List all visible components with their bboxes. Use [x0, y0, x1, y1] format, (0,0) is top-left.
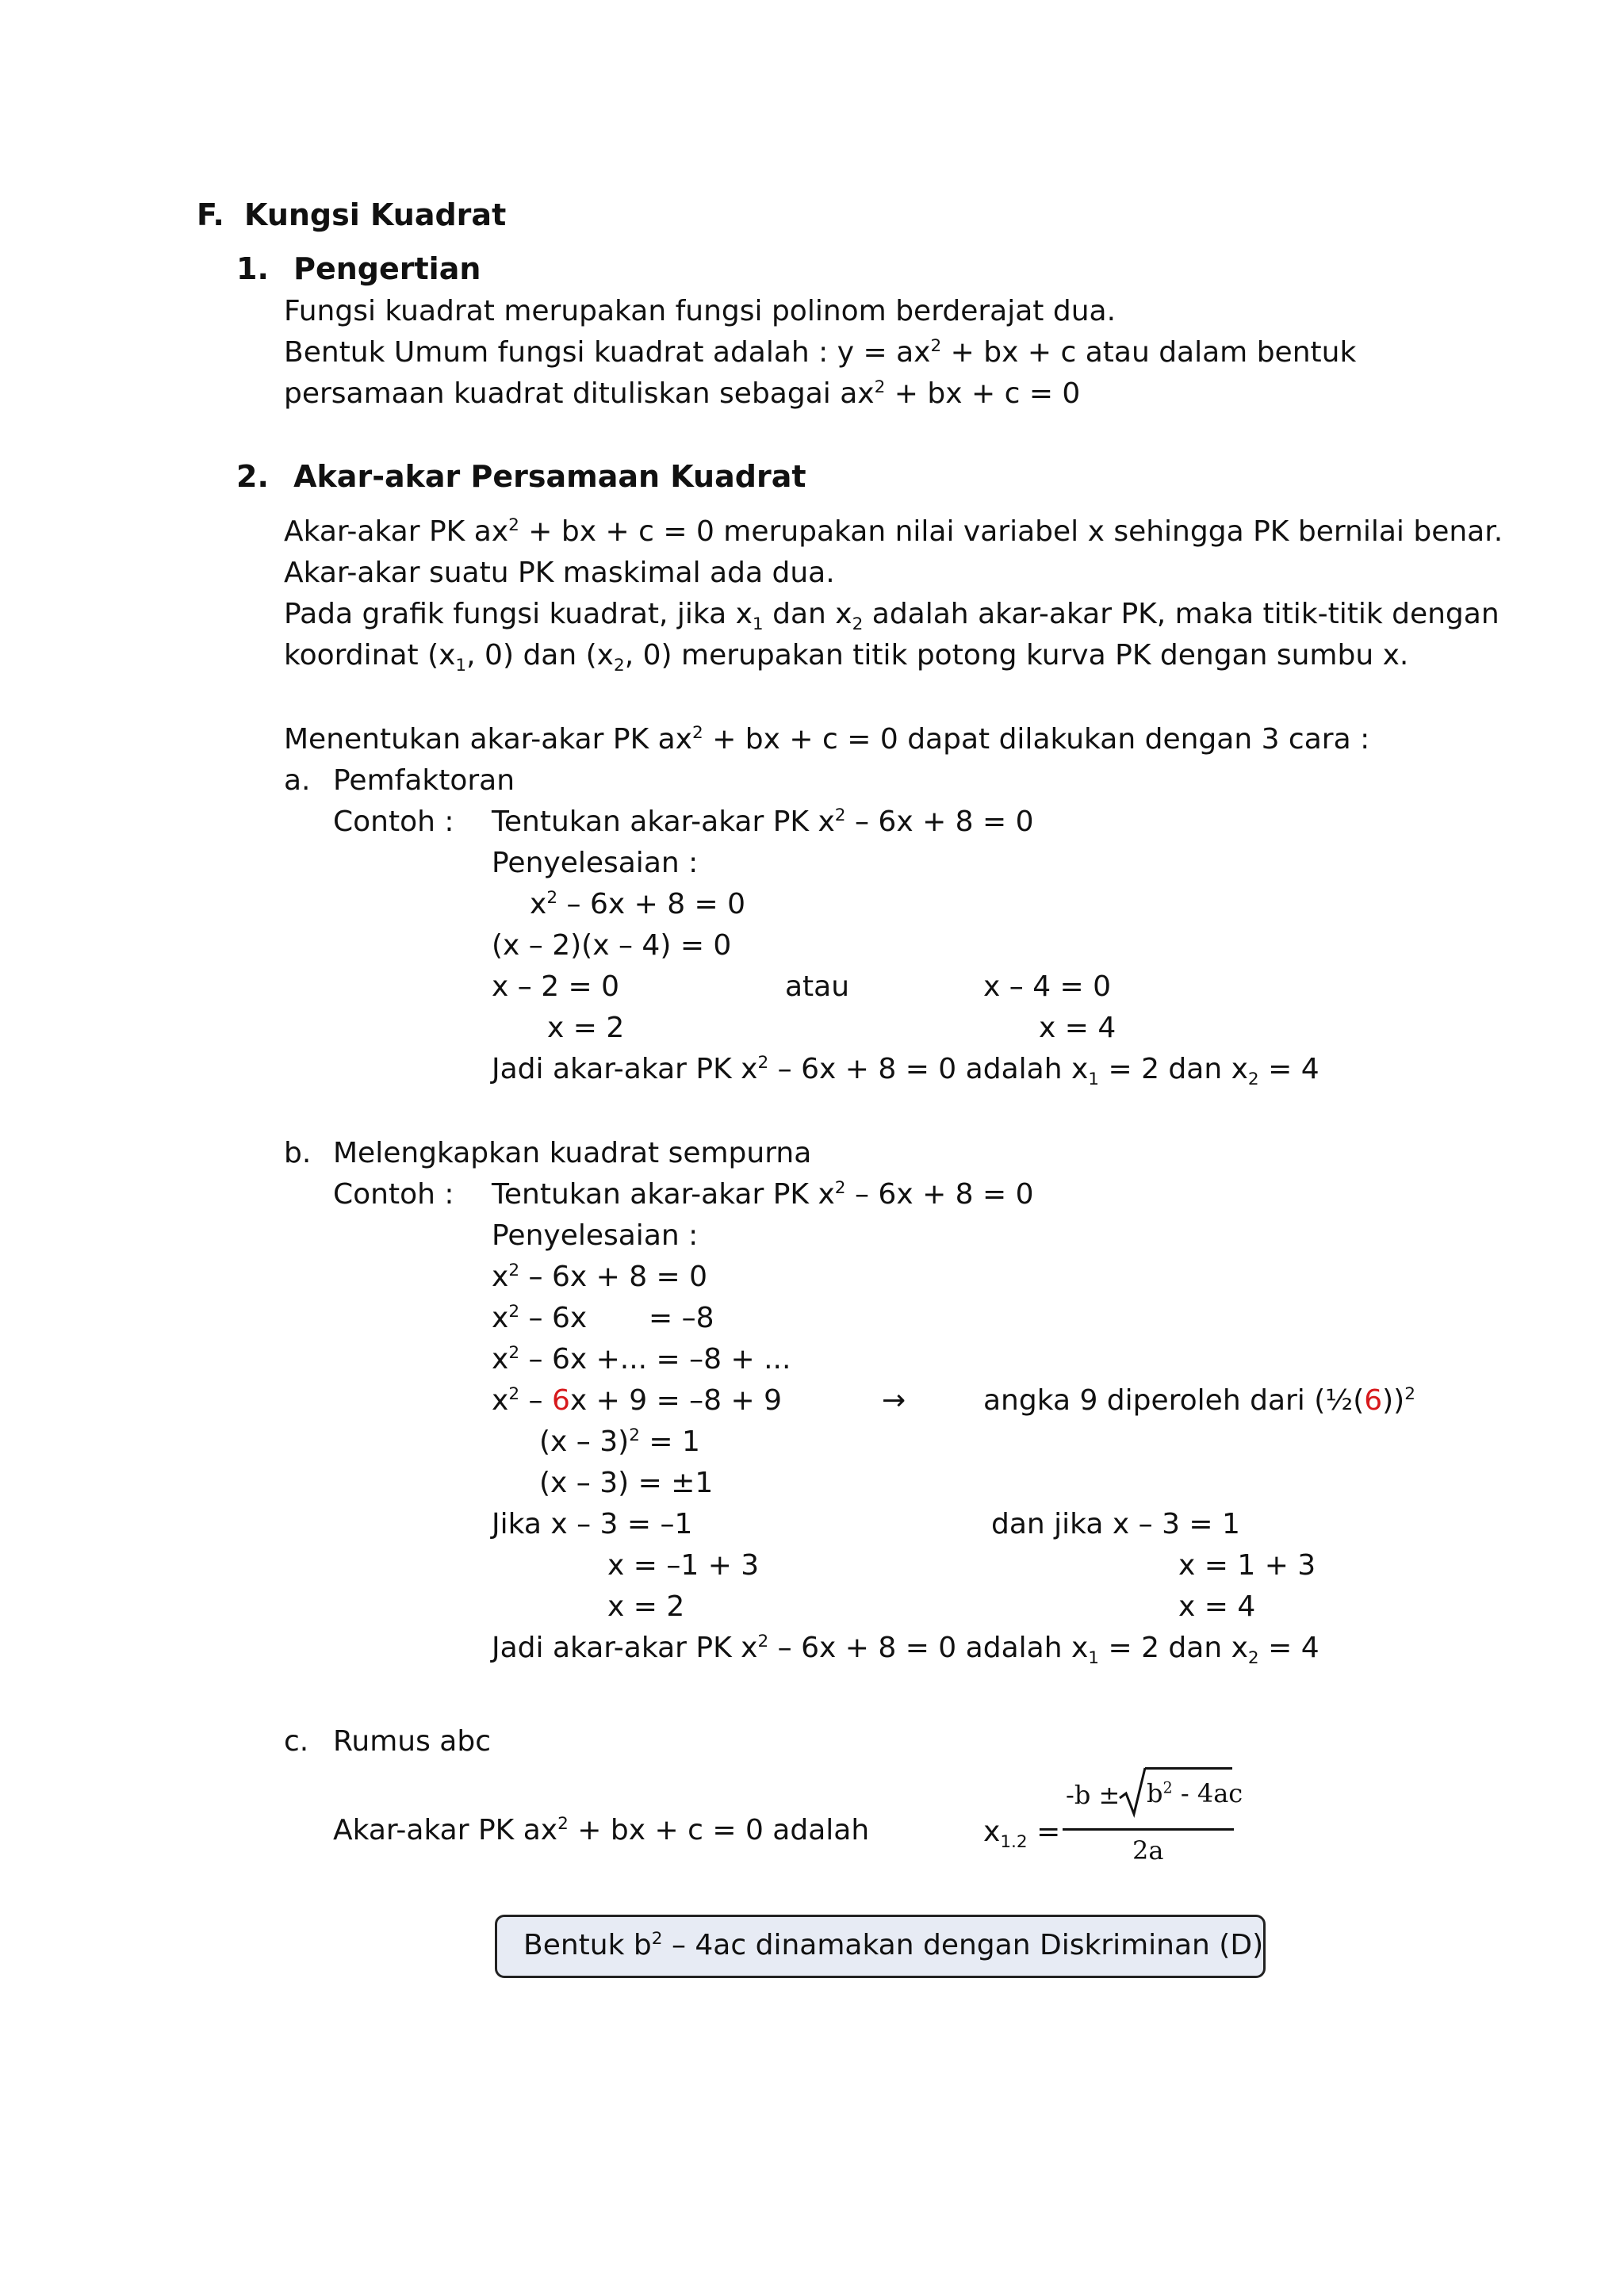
superscript: 2 [508, 515, 519, 535]
text: x [492, 1302, 509, 1334]
superscript: 2 [1162, 1778, 1173, 1797]
method-b-jika-right: dan jika x – 3 = 1 [991, 1508, 1240, 1540]
subscript: 1 [1088, 1648, 1100, 1669]
subscript: 1 [752, 614, 764, 635]
discriminant-text [523, 1929, 1263, 1961]
text: – [519, 1384, 552, 1417]
method-a-atau: atau [785, 970, 850, 1003]
formula-lhs [983, 1816, 1061, 1853]
sqrt-sign-icon [1118, 1766, 1147, 1819]
text: x [983, 1816, 1001, 1848]
text: koordinat (x [284, 639, 456, 672]
sec2-p5 [284, 723, 1369, 756]
method-b-l4 [492, 1384, 782, 1417]
method-b-l8-right: x = 1 + 3 [1178, 1549, 1316, 1582]
method-a-penyelesaian: Penyelesaian : [492, 847, 699, 879]
superscript: 2 [1404, 1384, 1415, 1404]
method-a-eq2: (x – 2)(x – 4) = 0 [492, 929, 732, 962]
text: (x – 3) [539, 1425, 630, 1458]
method-b-jika-left: Jika x – 3 = –1 [492, 1508, 693, 1540]
text: – 6x [519, 1302, 588, 1334]
text: )) [1382, 1384, 1405, 1417]
text: = [1027, 1816, 1061, 1848]
highlight-number: 6 [1364, 1384, 1383, 1417]
text: + bx + c atau dalam bentuk [941, 336, 1357, 369]
method-b-l1 [492, 1261, 707, 1293]
text: persamaan kuadrat dituliskan sebagai ax [284, 377, 875, 410]
superscript: 2 [692, 723, 703, 743]
text: x [492, 1261, 509, 1293]
text: = 2 dan x [1099, 1632, 1248, 1664]
superscript: 2 [834, 806, 846, 825]
text: = 4 [1258, 1632, 1320, 1664]
text: Bentuk b [523, 1929, 652, 1961]
method-b-letter: b. [284, 1137, 312, 1169]
text: angka 9 diperoleh dari (½( [983, 1384, 1365, 1417]
text: Tentukan akar-akar PK x [492, 806, 835, 838]
superscript: 2 [757, 1053, 769, 1073]
subscript: 2 [1247, 1648, 1259, 1669]
text: Akar-akar PK ax [284, 515, 509, 548]
method-a-letter: a. [284, 764, 311, 797]
text: x [492, 1384, 509, 1417]
arrow-icon: → [882, 1384, 906, 1417]
method-b-l3 [492, 1343, 791, 1376]
method-b-conclusion [492, 1632, 1320, 1669]
text: b [1147, 1778, 1163, 1808]
superscript: 2 [508, 1261, 520, 1280]
method-b-l9-left: x = 2 [607, 1590, 685, 1623]
superscript: 2 [834, 1178, 846, 1198]
text: – 6x + 8 = 0 [519, 1261, 708, 1293]
text: + bx + c = 0 adalah [568, 1814, 870, 1846]
text: x [492, 1343, 509, 1376]
main-heading [197, 198, 506, 233]
subscript: 1.2 [1000, 1832, 1028, 1853]
method-b-l5 [539, 1425, 700, 1458]
text: – 6x + 8 = 0 [845, 806, 1034, 838]
method-a-eq3-left: x – 2 = 0 [492, 970, 620, 1003]
sqrt-vinculum [1145, 1767, 1232, 1770]
text: Tentukan akar-akar PK x [492, 1178, 835, 1211]
text: Pada grafik fungsi kuadrat, jika x [284, 598, 753, 630]
method-b-l2-right: = –8 [649, 1302, 714, 1334]
sec2-p4 [284, 639, 1409, 676]
superscript: 2 [629, 1425, 640, 1445]
fraction-bar [1063, 1828, 1234, 1831]
text: x [530, 888, 547, 920]
section-2-heading [236, 460, 806, 495]
text: – 6x + 8 = 0 [845, 1178, 1034, 1211]
sec1-line2 [284, 336, 1356, 369]
sec1-line3 [284, 377, 1080, 410]
text: Bentuk Umum fungsi kuadrat adalah : y = ax [284, 336, 931, 369]
method-b-task [492, 1178, 1034, 1211]
section-1-heading [236, 252, 481, 287]
subscript: 2 [852, 614, 864, 635]
superscript: 2 [651, 1929, 663, 1949]
superscript: 2 [874, 377, 886, 397]
superscript: 2 [508, 1343, 520, 1363]
sec2-p2: Akar-akar suatu PK maskimal ada dua. [284, 557, 835, 589]
text: = 1 [639, 1425, 700, 1458]
method-a-eq1 [530, 888, 745, 920]
formula-radicand [1147, 1779, 1243, 1808]
method-b-contoh: Contoh : [333, 1178, 454, 1211]
section-2-title: Akar-akar Persamaan Kuadrat [293, 459, 806, 494]
superscript: 2 [930, 336, 942, 356]
text: , 0) dan (x [466, 639, 614, 672]
superscript: 2 [546, 888, 558, 908]
section-1-number: 1. [236, 251, 269, 286]
method-a-eq4-right: x = 4 [1039, 1012, 1116, 1044]
sec1-line1: Fungsi kuadrat merupakan fungsi polinom berderajat dua. [284, 295, 1116, 327]
subscript: 2 [613, 656, 625, 676]
superscript: 2 [508, 1384, 520, 1404]
method-b-l2 [492, 1302, 587, 1334]
method-c-title: Rumus abc [333, 1725, 492, 1758]
method-a-eq4-left: x = 2 [547, 1012, 625, 1044]
text: = 2 dan x [1099, 1053, 1248, 1085]
superscript: 2 [757, 1632, 769, 1651]
method-b-l6: (x – 3) = ±1 [539, 1467, 714, 1499]
text: Jadi akar-akar PK x [492, 1632, 758, 1664]
text: Jadi akar-akar PK x [492, 1053, 758, 1085]
superscript: 2 [557, 1814, 569, 1834]
text: x + 9 = –8 + 9 [569, 1384, 783, 1417]
text: – 4ac dinamakan dengan Diskriminan (D) [662, 1929, 1264, 1961]
sec2-p1 [284, 515, 1503, 548]
text: – 6x + 8 = 0 adalah x [768, 1632, 1089, 1664]
text: + bx + c = 0 dapat dilakukan dengan 3 cara : [703, 723, 1370, 756]
method-a-title: Pemfaktoran [333, 764, 515, 797]
text: + bx + c = 0 merupakan nilai variabel x sehingga PK bernilai benar. [519, 515, 1503, 548]
text: dan x [763, 598, 852, 630]
method-a-eq3-right: x – 4 = 0 [983, 970, 1112, 1003]
heading-title: Kungsi Kuadrat [244, 197, 507, 232]
text: = 4 [1258, 1053, 1320, 1085]
method-a-conclusion [492, 1053, 1320, 1090]
text: Menentukan akar-akar PK ax [284, 723, 692, 756]
section-2-number: 2. [236, 459, 269, 494]
text: - 4ac [1172, 1778, 1243, 1808]
heading-letter: F. [197, 197, 224, 232]
text: – 6x + 8 = 0 adalah x [768, 1053, 1089, 1085]
subscript: 1 [455, 656, 467, 676]
subscript: 1 [1088, 1070, 1100, 1090]
superscript: 2 [508, 1302, 520, 1322]
text: + bx + c = 0 [885, 377, 1081, 410]
method-b-title: Melengkapkan kuadrat sempurna [333, 1137, 812, 1169]
highlight-number: 6 [551, 1384, 570, 1417]
text: – 6x + 8 = 0 [557, 888, 746, 920]
method-b-penyelesaian: Penyelesaian : [492, 1219, 699, 1252]
method-c-text [333, 1814, 869, 1846]
subscript: 2 [1247, 1070, 1259, 1090]
formula-numerator-b: -b ± [1066, 1780, 1120, 1810]
text: adalah akar-akar PK, maka titik-titik dengan [863, 598, 1500, 630]
section-1-title: Pengertian [293, 251, 481, 286]
formula-denominator: 2a [1132, 1835, 1164, 1866]
method-b-note [983, 1384, 1415, 1417]
sec2-p3 [284, 598, 1500, 635]
text: – 6x +... = –8 + ... [519, 1343, 791, 1376]
method-c-letter: c. [284, 1725, 309, 1758]
method-b-l8-left: x = –1 + 3 [607, 1549, 760, 1582]
method-a-task [492, 806, 1034, 838]
method-b-l9-right: x = 4 [1178, 1590, 1256, 1623]
text: Akar-akar PK ax [333, 1814, 558, 1846]
text: , 0) merupakan titik potong kurva PK dengan sumbu x. [624, 639, 1409, 672]
method-a-contoh: Contoh : [333, 806, 454, 838]
